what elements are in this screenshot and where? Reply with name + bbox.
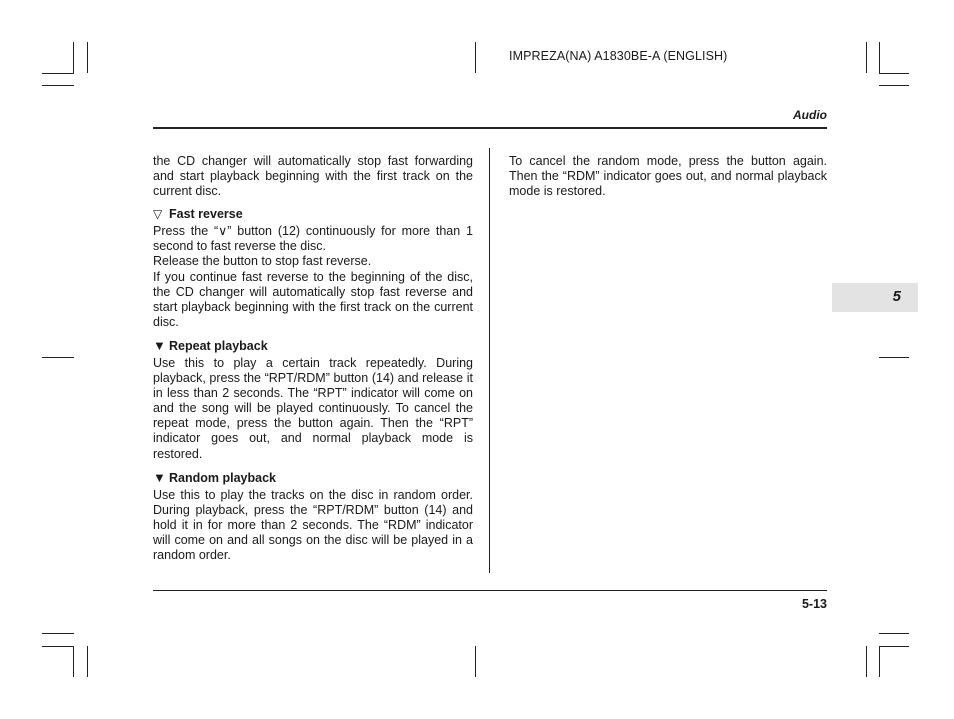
heading-text: Random playback <box>169 470 276 485</box>
chapter-number: 5 <box>892 288 901 305</box>
crop-mark <box>879 646 909 647</box>
fast-reverse-paragraph: Press the “∨” button (12) continuously for more than 1 second to fast reverse the disc. <box>153 224 473 254</box>
repeat-playback-paragraph: Use this to play a certain track repeatedly. During playback, press the “RPT/RDM” button (14) and release it in less than 2 seconds. The “RPT” indicator will come on and the song will be played continuously. To cancel the repeat mode, press the button again. Then the “RPT” indicator goes out, and normal playback mode is restored. <box>153 355 473 461</box>
intro-paragraph: the CD changer will automatically stop fast forwarding and start playback beginning with the first track on the current disc. <box>153 154 473 199</box>
crop-mark <box>866 42 867 73</box>
document-code: IMPREZA(NA) A1830BE-A (ENGLISH) <box>509 49 728 63</box>
crop-mark <box>475 646 476 677</box>
fast-reverse-paragraph: Release the button to stop fast reverse. <box>153 254 372 269</box>
outline-triangle-icon: ▽ <box>153 207 163 222</box>
crop-mark <box>42 646 74 647</box>
crop-mark <box>879 646 880 677</box>
crop-mark <box>879 357 909 358</box>
left-column <box>153 154 473 563</box>
chapter-tab <box>832 283 918 312</box>
random-cancel-paragraph: To cancel the random mode, press the button again. Then the “RDM” indicator goes out, and normal playback mode is restored. <box>509 154 827 199</box>
footer-rule <box>153 590 827 591</box>
solid-triangle-icon: ▼ <box>153 337 166 353</box>
crop-mark <box>879 42 880 73</box>
crop-mark <box>73 42 74 73</box>
crop-mark <box>866 646 867 677</box>
crop-mark <box>879 73 909 74</box>
crop-mark <box>879 85 909 86</box>
page-number: 5-13 <box>801 597 827 611</box>
header-rule <box>153 127 827 129</box>
heading-text: Repeat playback <box>169 338 268 353</box>
random-playback-paragraph: Use this to play the tracks on the disc in random order. During playback, press the “RPT/RDM” button (14) and hold it in for more than 2 seconds. The “RDM” indicator will come on and all songs on the disc will be played in a random order. <box>153 487 473 562</box>
crop-mark <box>42 85 74 86</box>
fast-reverse-heading <box>153 207 473 222</box>
random-playback-heading <box>153 470 473 486</box>
crop-mark <box>879 633 909 634</box>
heading-text: Fast reverse <box>169 207 243 222</box>
crop-mark <box>42 357 74 358</box>
solid-triangle-icon: ▼ <box>153 469 166 485</box>
repeat-playback-heading <box>153 338 473 354</box>
column-divider <box>489 148 490 573</box>
fast-reverse-paragraph: If you continue fast reverse to the beginning of the disc, the CD changer will automatically stop fast reverse and start playback beginning with the first track on the current disc. <box>153 269 473 329</box>
right-column <box>509 154 827 199</box>
crop-mark <box>87 42 88 73</box>
crop-mark <box>42 73 74 74</box>
crop-mark <box>475 42 476 73</box>
section-title: Audio <box>793 108 827 122</box>
crop-mark <box>87 646 88 677</box>
crop-mark <box>42 633 74 634</box>
crop-mark <box>73 646 74 677</box>
